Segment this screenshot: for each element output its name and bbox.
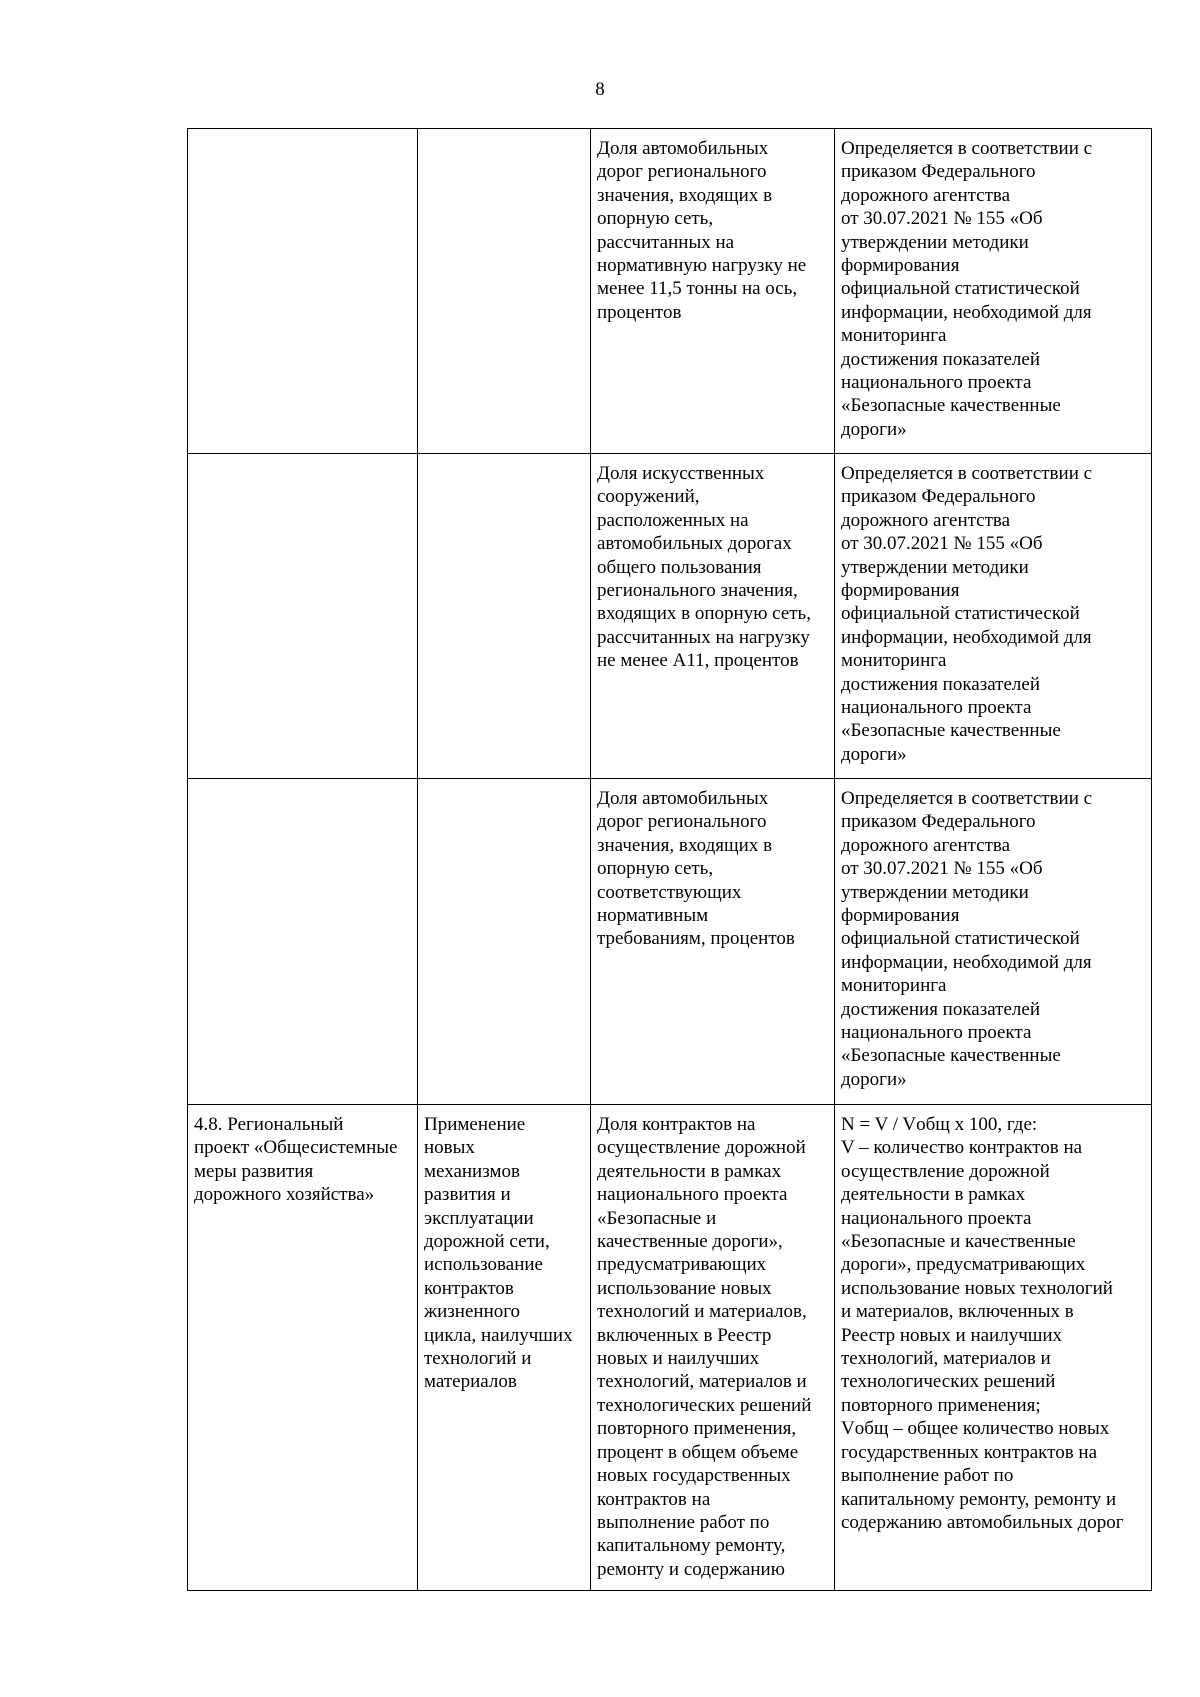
project-cell [188,779,418,1105]
indicator-cell: Доля искусственных сооружений, расположенных на автомобильных дорогах общего пользования регионального значения, входящих в опорную сеть, рассчитанных на нагрузку не менее А11, процентов [591,454,835,779]
method-cell: Определяется в соответствии с приказом Федерального дорожного агентства от 30.07.2021 № 155 «Об утверждении методики формирования официальной статистической информации, необходимой для мониторинга достижения показателей национального проекта «Безопасные качественные дороги» [835,454,1152,779]
table-row [188,779,1152,1105]
indicators-table [187,128,1152,1591]
method-cell: Определяется в соответствии с приказом Федерального дорожного агентства от 30.07.2021 № 155 «Об утверждении методики формирования официальной статистической информации, необходимой для мониторинга достижения показателей национального проекта «Безопасные качественные дороги» [835,779,1152,1105]
task-cell [418,454,591,779]
indicator-cell: Доля контрактов на осуществление дорожной деятельности в рамках национального проекта «Безопасные и качественные дороги», предусматривающих использование новых технологий и материалов, включенных в Реестр новых и наилучших технологий, материалов и технологических решений повторного применения, процент в общем объеме новых государственных контрактов на выполнение работ по капитальному ремонту, ремонту и содержанию [591,1105,835,1591]
page-number: 8 [595,79,605,100]
method-cell: Определяется в соответствии с приказом Федерального дорожного агентства от 30.07.2021 № 155 «Об утверждении методики формирования официальной статистической информации, необходимой для мониторинга достижения показателей национального проекта «Безопасные качественные дороги» [835,129,1152,454]
table-row [188,129,1152,454]
table-row [188,454,1152,779]
task-cell [418,129,591,454]
project-cell [188,129,418,454]
method-cell: N = V / Vобщ x 100, где: V – количество контрактов на осуществление дорожной деятельности в рамках национального проекта «Безопасные и качественные дороги», предусматривающих использование новых технологий и материалов, включенных в Реестр новых и наилучших технологий, материалов и технологических решений повторного применения; Vобщ – общее количество новых государственных контрактов на выполнение работ по капитальному ремонту, ремонту и содержанию автомобильных дорог [835,1105,1152,1591]
project-cell: 4.8. Региональный проект «Общесистемные меры развития дорожного хозяйства» [188,1105,418,1591]
indicator-cell: Доля автомобильных дорог регионального значения, входящих в опорную сеть, соответствующих нормативным требованиям, процентов [591,779,835,1105]
table-row [188,1105,1152,1591]
indicator-cell: Доля автомобильных дорог регионального значения, входящих в опорную сеть, рассчитанных на нормативную нагрузку не менее 11,5 тонны на ось, процентов [591,129,835,454]
project-cell [188,454,418,779]
task-cell: Применение новых механизмов развития и эксплуатации дорожной сети, использование контрактов жизненного цикла, наилучших технологий и материалов [418,1105,591,1591]
task-cell [418,779,591,1105]
